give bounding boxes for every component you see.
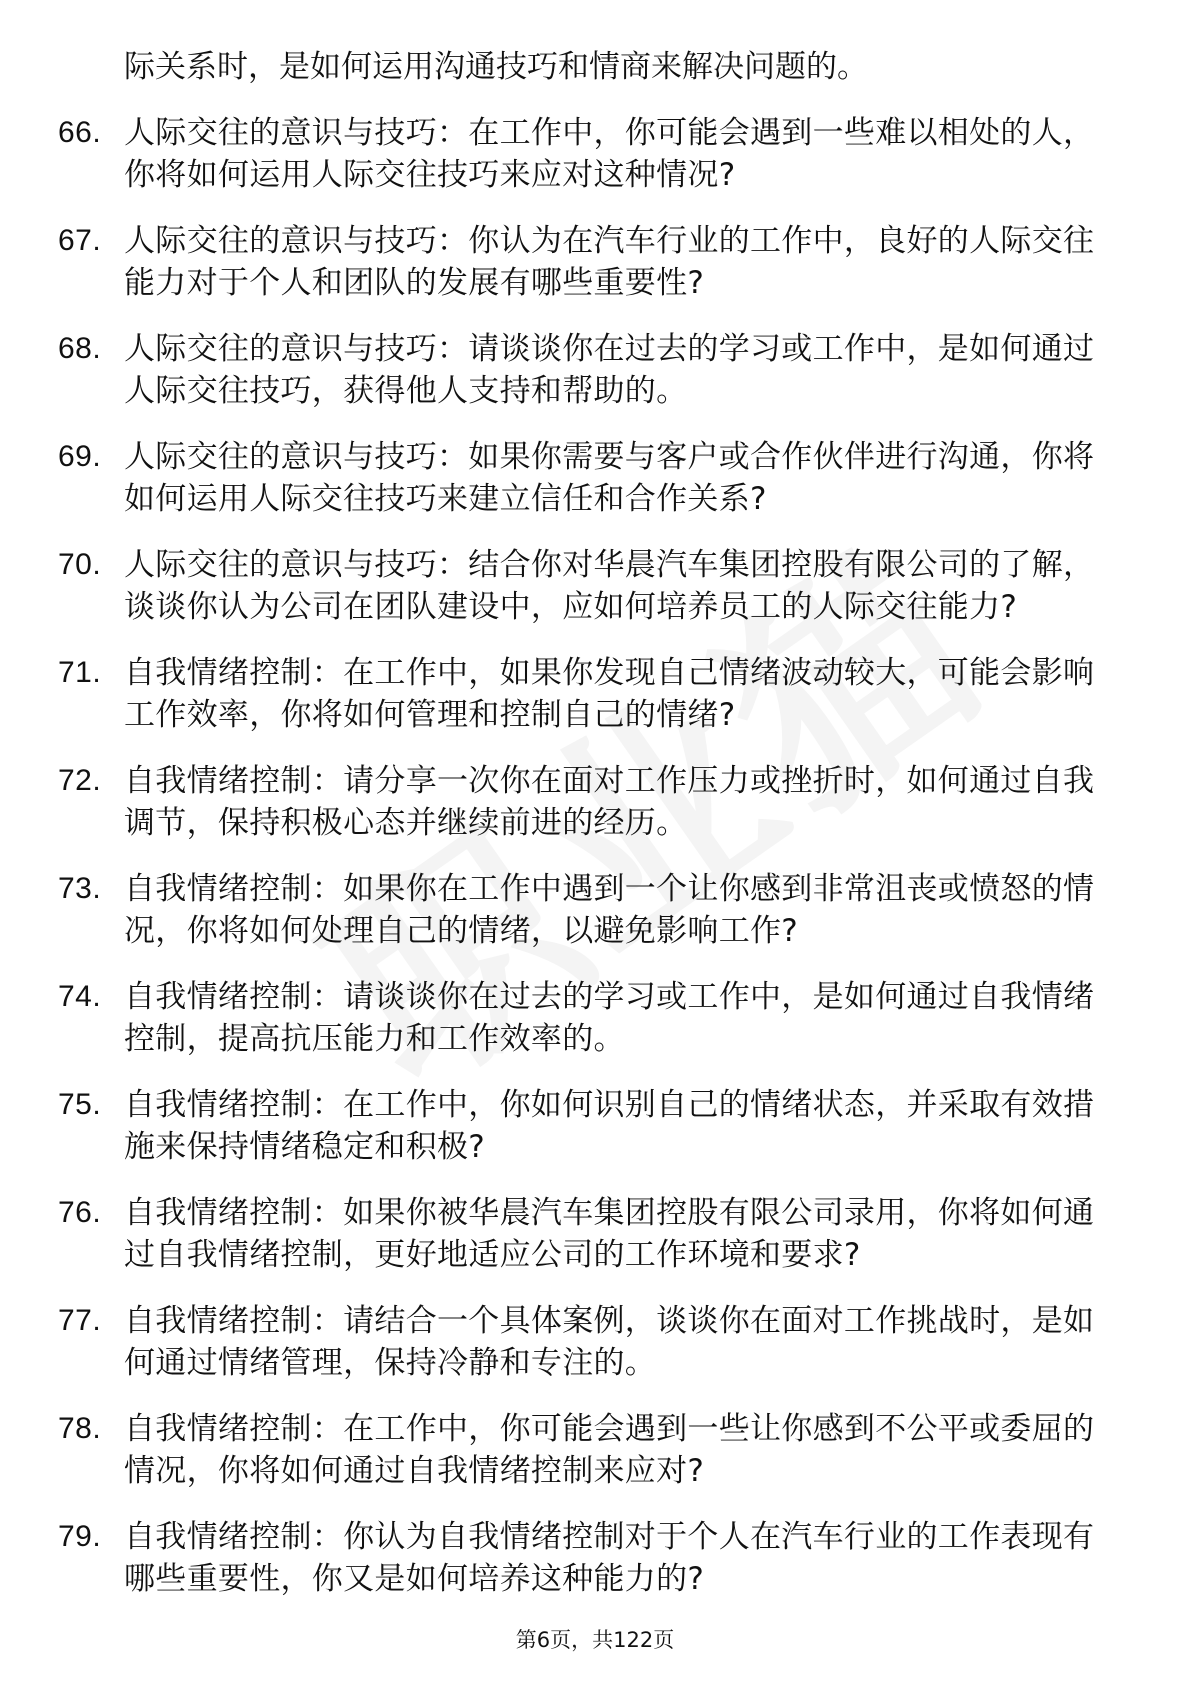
item-text: 人际交往的意识与技巧：在工作中，你可能会遇到一些难以相处的人，你将如何运用人际交往技巧来应对这种情况? — [124, 115, 1095, 193]
list-item — [58, 1084, 1118, 1168]
item-text: 自我情绪控制：在工作中，如果你发现自己情绪波动较大，可能会影响工作效率，你将如何管理和控制自己的情绪? — [124, 655, 1095, 733]
list-item — [58, 868, 1118, 952]
item-number: 77. — [58, 1304, 102, 1337]
list-item — [58, 760, 1118, 844]
item-number: 78. — [58, 1412, 102, 1445]
item-text: 自我情绪控制：在工作中，你如何识别自己的情绪状态，并采取有效措施来保持情绪稳定和积极? — [124, 1087, 1095, 1165]
item-text: 人际交往的意识与技巧：如果你需要与客户或合作伙伴进行沟通，你将如何运用人际交往技巧来建立信任和合作关系? — [124, 439, 1095, 517]
item-number: 73. — [58, 872, 102, 905]
list-item — [58, 1300, 1118, 1384]
continuation-text: 际关系时，是如何运用沟通技巧和情商来解决问题的。 — [124, 49, 868, 85]
item-text: 自我情绪控制：请分享一次你在面对工作压力或挫折时，如何通过自我调节，保持积极心态并继续前进的经历。 — [124, 763, 1095, 841]
item-text: 自我情绪控制：请结合一个具体案例，谈谈你在面对工作挑战时，是如何通过情绪管理，保持冷静和专注的。 — [124, 1303, 1095, 1381]
list-item — [58, 976, 1118, 1060]
list-item — [58, 1408, 1118, 1492]
question-list — [58, 46, 1118, 1624]
item-text: 人际交往的意识与技巧：你认为在汽车行业的工作中，良好的人际交往能力对于个人和团队的发展有哪些重要性? — [124, 223, 1095, 301]
list-item — [58, 112, 1118, 196]
list-item — [58, 328, 1118, 412]
item-number: 72. — [58, 764, 102, 797]
list-item — [58, 1516, 1118, 1600]
item-text: 自我情绪控制：如果你在工作中遇到一个让你感到非常沮丧或愤怒的情况，你将如何处理自己的情绪，以避免影响工作? — [124, 871, 1095, 949]
item-number: 76. — [58, 1196, 102, 1229]
item-number: 67. — [58, 224, 102, 257]
item-text: 自我情绪控制：如果你被华晨汽车集团控股有限公司录用，你将如何通过自我情绪控制，更好地适应公司的工作环境和要求? — [124, 1195, 1095, 1273]
item-number: 74. — [58, 980, 102, 1013]
item-number: 71. — [58, 656, 102, 689]
list-item — [58, 220, 1118, 304]
page-footer: 第6页，共122页 — [515, 1628, 675, 1652]
item-text: 自我情绪控制：请谈谈你在过去的学习或工作中，是如何通过自我情绪控制，提高抗压能力和工作效率的。 — [124, 979, 1095, 1057]
list-item — [58, 1192, 1118, 1276]
item-number: 69. — [58, 440, 102, 473]
item-text: 人际交往的意识与技巧：请谈谈你在过去的学习或工作中，是如何通过人际交往技巧，获得他人支持和帮助的。 — [124, 331, 1095, 409]
item-text: 人际交往的意识与技巧：结合你对华晨汽车集团控股有限公司的了解，谈谈你认为公司在团队建设中，应如何培养员工的人际交往能力? — [124, 547, 1095, 625]
list-item — [58, 436, 1118, 520]
list-item — [58, 544, 1118, 628]
item-number: 70. — [58, 548, 102, 581]
item-number: 68. — [58, 332, 102, 365]
item-number: 66. — [58, 116, 102, 149]
item-text: 自我情绪控制：你认为自我情绪控制对于个人在汽车行业的工作表现有哪些重要性，你又是如何培养这种能力的? — [124, 1519, 1095, 1597]
item-number: 79. — [58, 1520, 102, 1553]
item-number: 75. — [58, 1088, 102, 1121]
item-text: 自我情绪控制：在工作中，你可能会遇到一些让你感到不公平或委屈的情况，你将如何通过自我情绪控制来应对? — [124, 1411, 1095, 1489]
list-item — [58, 652, 1118, 736]
